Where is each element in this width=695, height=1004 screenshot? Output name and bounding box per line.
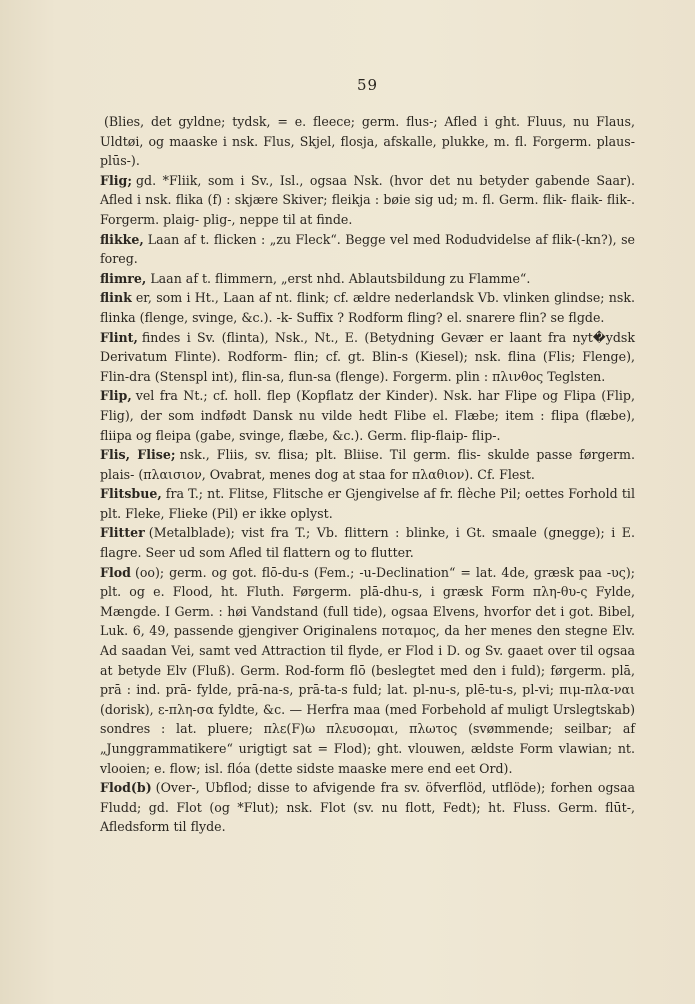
entry — [100, 171, 635, 230]
entry-text: Laan af t. flicken : „zu Fleck“. Begge vel med Rodudvidelse af flik-(-kn?), se foreg. — [100, 231, 635, 267]
entry-text: (oo); germ. og got. flō-du-s (Fem.; -u-Declination“ = lat. 4de, græsk paa -υς); plt. og e. Flood, ht. Fluth. Førgerm. plā-dhu-s, i græsk Form πλη-θυ-ς Fylde, Mængde. I Germ. : høi Vandstand (full tide), ogsaa Elvens, hvorfor det i got. Bibel, Luk. 6, 49, passende gjengiver Originalens ποταμος, da her menes den stegne Elv. Ad saadan Vei, samt ved Attraction til flyde, er Flod i D. og Sv. gaaet over til ogsaa at betyde Elv (Fluß). Germ. Rod-form flō (beslegtet med den i fuld); førgerm. plā, prā : ind. prā- fylde, prā-na-s, prā-ta-s fuld; lat. pl-nu-s, plē-tu-s, pl-vi; πιμ-πλα-ναι (dorisk), ε-πλη-σα fyldte, &c. — Herfra maa (med Forbehold af muligt Urslegtskab) sondres : lat. pluere; πλε(F)ω πλευσομαι, πλωτος (svømmende; seilbar; af „Junggrammatikere“ urigtigt sat = Flod); ght. vlouwen, ældste Form vlawian; nt. vlooien; e. flow; isl. flóa (dette sidste maaske mere end eet Ord). — [100, 564, 635, 776]
entry-text: vel fra Nt.; cf. holl. flep (Kopflatz der Kinder). Nsk. har Flipe og Flipa (Flip, Flig), der som indfødt Dansk nu vilde hedt Flibe el. Flæbe; item : flipa (flæbe), fliipa og fleipa (gabe, svinge, flæbe, &c.). Germ. flip-flaip- flip-. — [100, 388, 635, 443]
entry-list — [100, 112, 635, 837]
entry-headword: flikke, — [100, 231, 144, 247]
entry — [100, 445, 635, 484]
entry-text: findes i Sv. (flinta), Nsk., Nt., E. (Betydning Gevær er laant fra nyt�ydsk Derivatum Flinte). Rodform- flin; cf. gt. Blin-s (Kiesel); nsk. flina (Flis; Flenge), Flin-dra (Stenspl int), flin-sa, flun-sa (flenge). Forgerm. plin : πλινθος Teglsten. — [100, 329, 635, 384]
entry-text: gd. *Fliik, som i Sv., Isl., ogsaa Nsk. (hvor det nu betyder gabende Saar). Afled i nsk. flika (f) : skjære Skiver; fleikja : bøie sig ud; m. fl. Germ. flik- flaik- flik-. Forgerm. plaig- plig-, neppe til at finde. — [100, 172, 635, 227]
entry-headword: flink — [100, 290, 132, 306]
entry-text: Laan af t. flimmern, „erst nhd. Ablautsbildung zu Flamme“. — [150, 270, 531, 286]
entry-headword: Flig; — [100, 172, 132, 188]
entry-headword: Flitsbue, — [100, 486, 162, 502]
entry — [100, 230, 635, 269]
entry — [100, 269, 635, 289]
entry — [100, 563, 635, 779]
entry — [100, 523, 635, 562]
entry-text: (Over-, Ubflod; disse to afvigende fra sv. öfverflöd, utflöde); forhen ogsaa Fludd; gd. Flot (og *Flut); nsk. Flot (sv. nu flott, Fedt); ht. Fluss. Germ. flūt-, Afledsform til flyde. — [100, 780, 635, 835]
entry-headword: flimre, — [100, 270, 147, 286]
entry-headword: Flip, — [100, 388, 132, 404]
page-number: 59 — [356, 76, 379, 94]
entry-text: nsk., Fliis, sv. flisa; plt. Bliise. Til germ. flis- skulde passe førgerm. plais- (πλαισιον, Ovabrat, menes dog at staa for πλαθιον). Cf. Flest. — [100, 447, 635, 482]
entry-headword: Flod — [100, 564, 131, 580]
entry — [100, 288, 635, 327]
entry-text: fra T.; nt. Flitse, Flitsche er Gjengivelse af fr. flèche Pil; oettes Forhold til plt. Fleke, Flieke (Pil) er ikke oplyst. — [100, 486, 635, 521]
entry-headword: Flis, Flise; — [100, 447, 176, 463]
entry-headword: Flint, — [100, 329, 138, 345]
entry — [100, 778, 635, 837]
entry — [100, 484, 635, 523]
entry-text: (Blies, det gyldne; tydsk, = e. fleece; germ. flus-; Afled i ght. Fluus, nu Flaus, Uldtøi, og maaske i nsk. Flus, Skjel, flosja, afskalle, plukke, m. fl. Forgerm. plaus- plūs-). — [100, 114, 635, 169]
entry-text: (Metalblade); vist fra T.; Vb. flittern : blinke, i Gt. smaale (gnegge); i E. flagre. Seer ud som Afled til flattern og to flutter. — [100, 525, 635, 561]
entry-headword: Flitter — [100, 525, 145, 541]
entry — [100, 386, 635, 445]
entry-headword: Flod(b) — [100, 780, 152, 796]
entry-text: er, som i Ht., Laan af nt. flink; cf. ældre nederlandsk Vb. vlinken glindse; nsk. flinka (flenge, svinge, &c.). -k- Suffix ? Rodform fling? el. snarere flin? se flgde. — [100, 290, 635, 325]
entry — [100, 112, 635, 171]
entry — [100, 328, 635, 387]
